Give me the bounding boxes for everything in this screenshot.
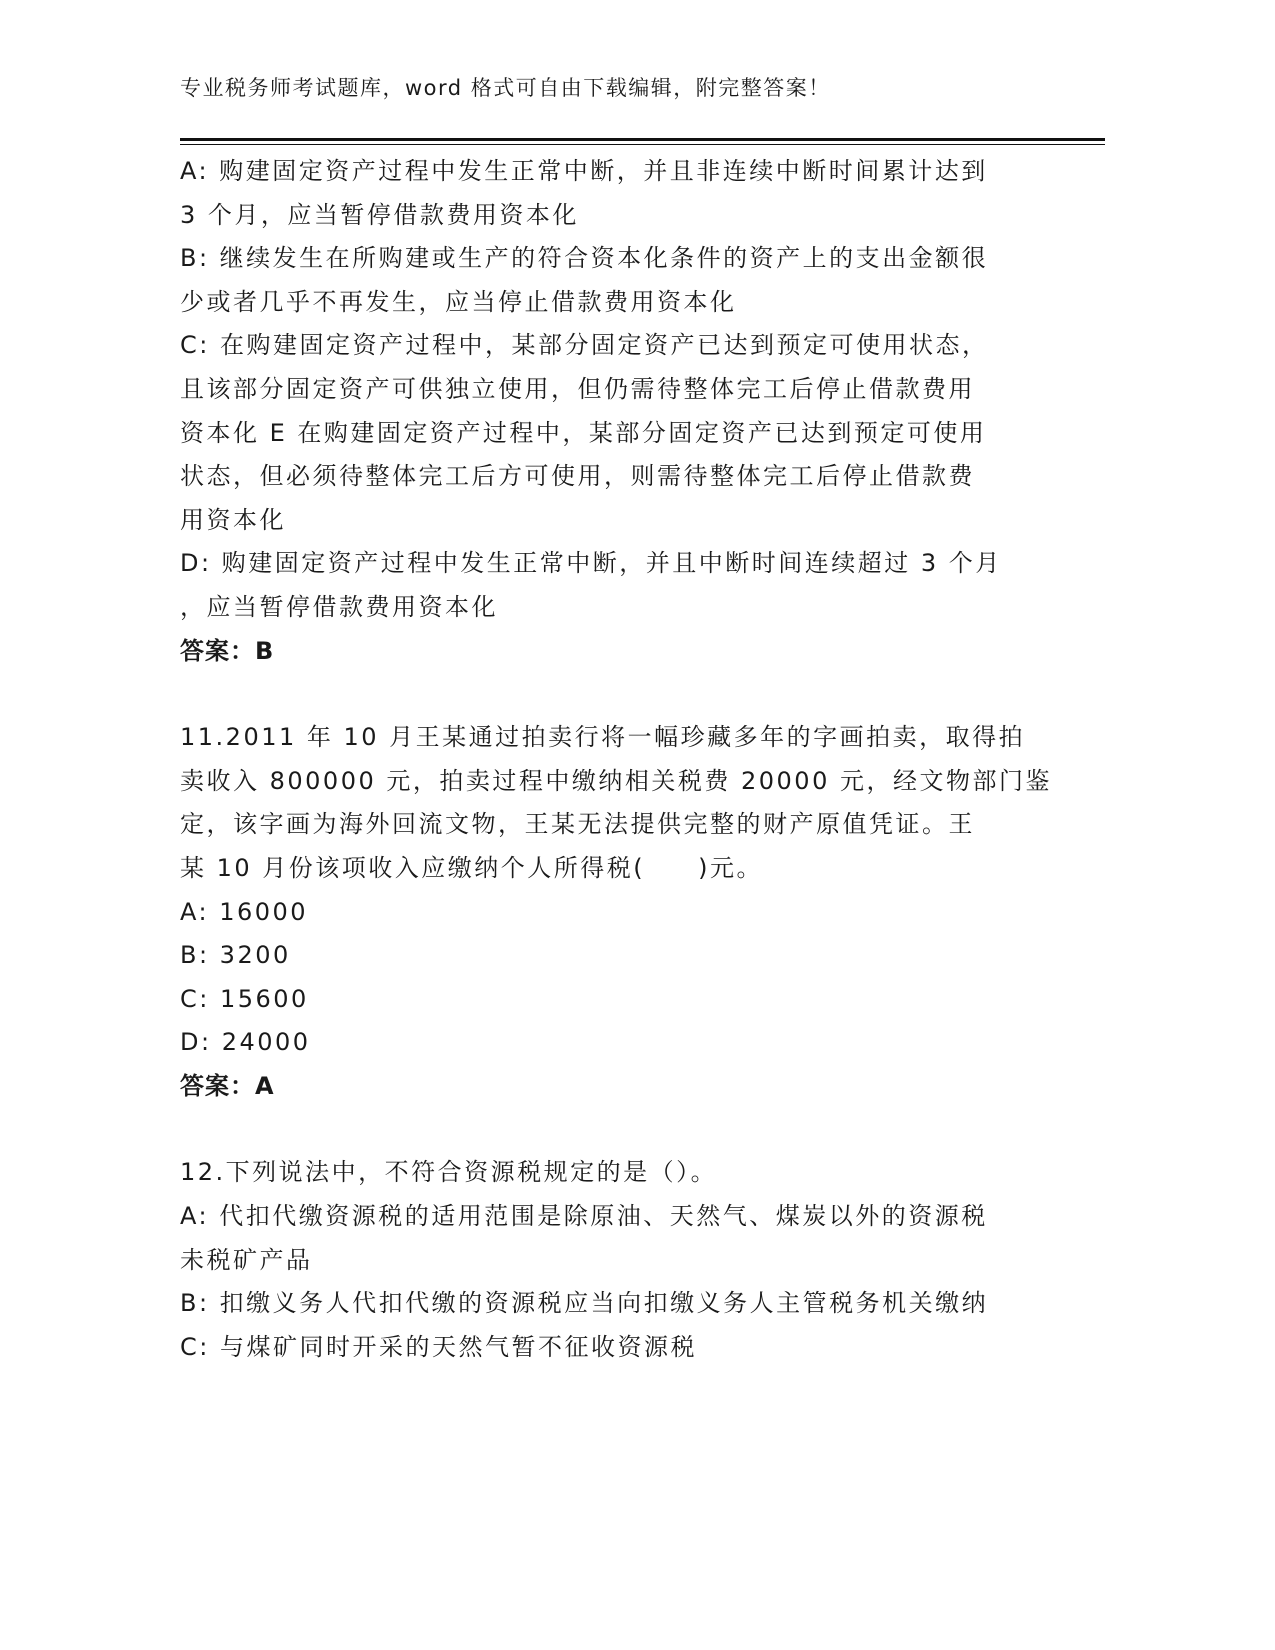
section-gap <box>180 1108 1030 1151</box>
question-11-block <box>180 716 1052 1108</box>
q11-stem-line-1: 11.2011 年 10 月王某通过拍卖行将一幅珍藏多年的字画拍卖，取得拍 <box>180 723 1026 752</box>
q10-option-d-line-1: D: 购建固定资产过程中发生正常中断，并且中断时间连续超过 3 个月 <box>180 549 1002 578</box>
q12-option-c: C: 与煤矿同时开采的天然气暂不征收资源税 <box>180 1332 697 1361</box>
q12-option-b: B: 扣缴义务人代扣代缴的资源税应当向扣缴义务人主管税务机关缴纳 <box>180 1289 989 1318</box>
q10-option-c-line-3: 资本化 E 在购建固定资产过程中，某部分固定资产已达到预定可使用 <box>180 418 987 447</box>
q12-stem: 12.下列说法中，不符合资源税规定的是（）。 <box>180 1158 718 1187</box>
q10-option-b-line-1: B: 继续发生在所购建或生产的符合资本化条件的资产上的支出金额很 <box>180 244 989 273</box>
section-gap <box>180 673 1030 716</box>
q10-option-b-line-2: 少或者几乎不再发生，应当停止借款费用资本化 <box>180 287 737 316</box>
header-rule-thin <box>180 144 1105 145</box>
q11-option-c: C: 15600 <box>180 984 309 1013</box>
page-header: 专业税务师考试题库，word 格式可自由下载编辑，附完整答案！ <box>180 76 831 100</box>
q12-option-a-line-1: A: 代扣代缴资源税的适用范围是除原油、天然气、煤炭以外的资源税 <box>180 1202 988 1231</box>
page-content <box>180 150 1052 1369</box>
question-12-block <box>180 1151 1030 1369</box>
q11-option-a: A: 16000 <box>180 897 309 926</box>
q11-option-b: B: 3200 <box>180 941 291 970</box>
q10-option-a-line-2: 3 个月，应当暂停借款费用资本化 <box>180 200 579 229</box>
q11-option-d: D: 24000 <box>180 1028 311 1057</box>
q10-answer: 答案：B <box>180 636 275 665</box>
q11-stem-line-2: 卖收入 800000 元，拍卖过程中缴纳相关税费 20000 元，经文物部门鉴 <box>180 766 1052 795</box>
q11-stem-line-3: 定，该字画为海外回流文物，王某无法提供完整的财产原值凭证。王 <box>180 810 975 839</box>
q11-answer: 答案：A <box>180 1071 275 1100</box>
question-10-block <box>180 150 1030 673</box>
q12-option-a-line-2: 未税矿产品 <box>180 1245 313 1274</box>
q10-option-c-line-2: 且该部分固定资产可供独立使用，但仍需待整体完工后停止借款费用 <box>180 374 975 403</box>
q10-option-c-line-5: 用资本化 <box>180 505 286 534</box>
q10-option-a-line-1: A: 购建固定资产过程中发生正常中断，并且非连续中断时间累计达到 <box>180 157 988 185</box>
q10-option-c-line-1: C: 在购建固定资产过程中，某部分固定资产已达到预定可使用状态， <box>180 331 989 360</box>
q10-option-d-line-2: ，应当暂停借款费用资本化 <box>180 592 498 621</box>
q10-option-c-line-4: 状态，但必须待整体完工后方可使用，则需待整体完工后停止借款费 <box>180 462 975 491</box>
q11-stem-line-4: 某 10 月份该项收入应缴纳个人所得税( )元。 <box>180 853 764 882</box>
header-rule-thick <box>180 138 1105 141</box>
